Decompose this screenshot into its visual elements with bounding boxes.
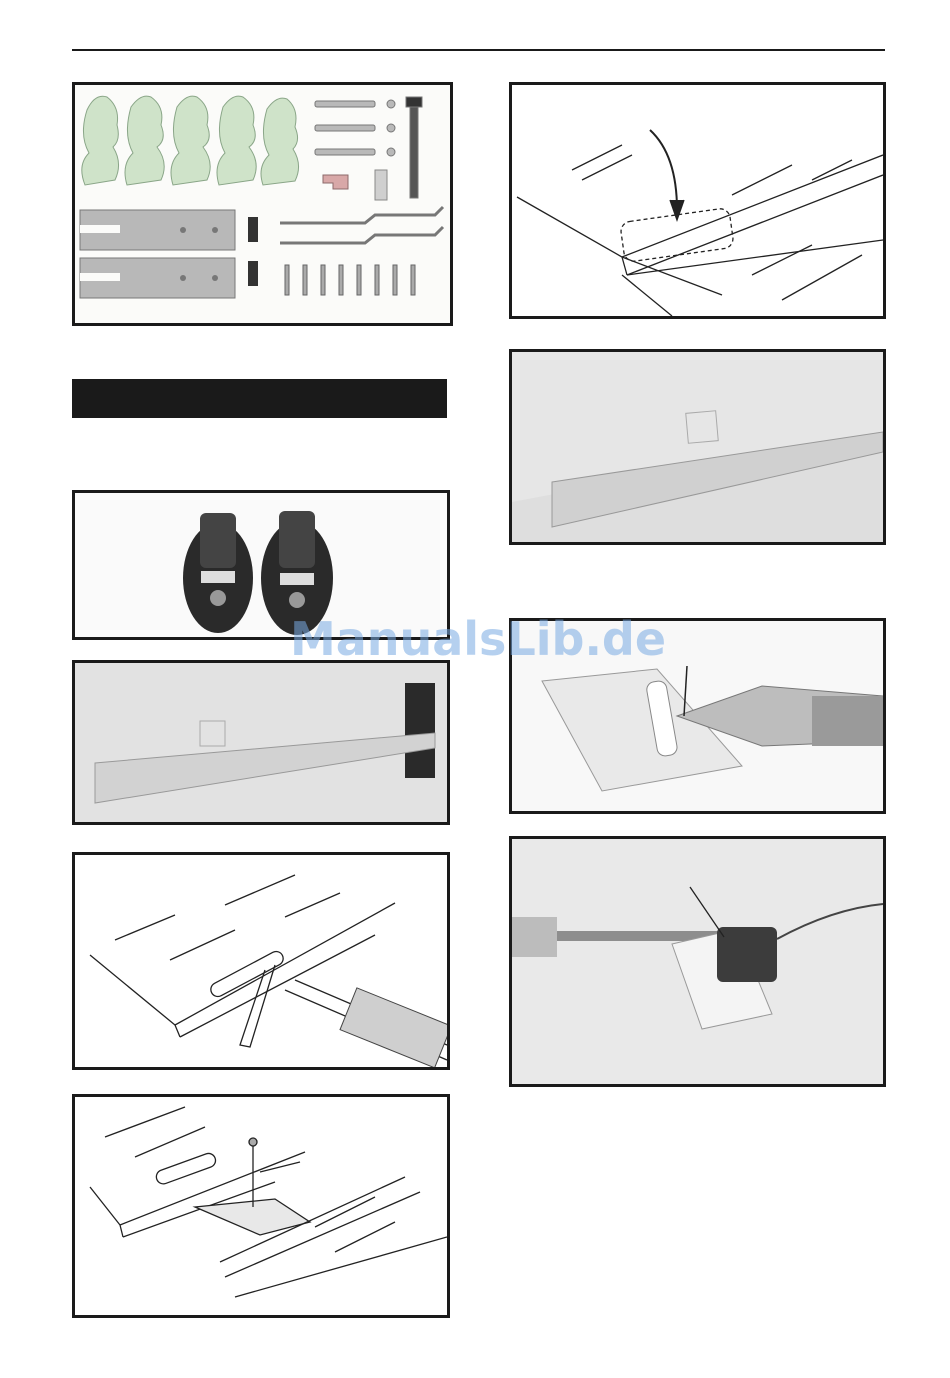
servo-mount-photo [509, 836, 886, 1087]
hinge-arrow-icon [512, 85, 883, 316]
wing-panel-photo-1 [509, 349, 886, 545]
wing-icon [512, 352, 883, 542]
cutting-slot-drawing [72, 852, 450, 1070]
pin-icon [75, 1097, 447, 1315]
knife-icon [75, 855, 447, 1067]
wing-panel-photo-2 [72, 660, 450, 825]
section-heading-bar [72, 379, 450, 418]
header-rule [72, 49, 885, 51]
screwdriver-icon [512, 839, 883, 1084]
servo-cover-hinge-drawing [509, 82, 886, 319]
parts-kit-icon [75, 85, 450, 323]
kit-parts-photo [72, 82, 453, 326]
watermark-text: ManualsLib.de [289, 612, 667, 666]
wing-icon [75, 663, 447, 822]
pin-cover-drawing [72, 1094, 450, 1318]
